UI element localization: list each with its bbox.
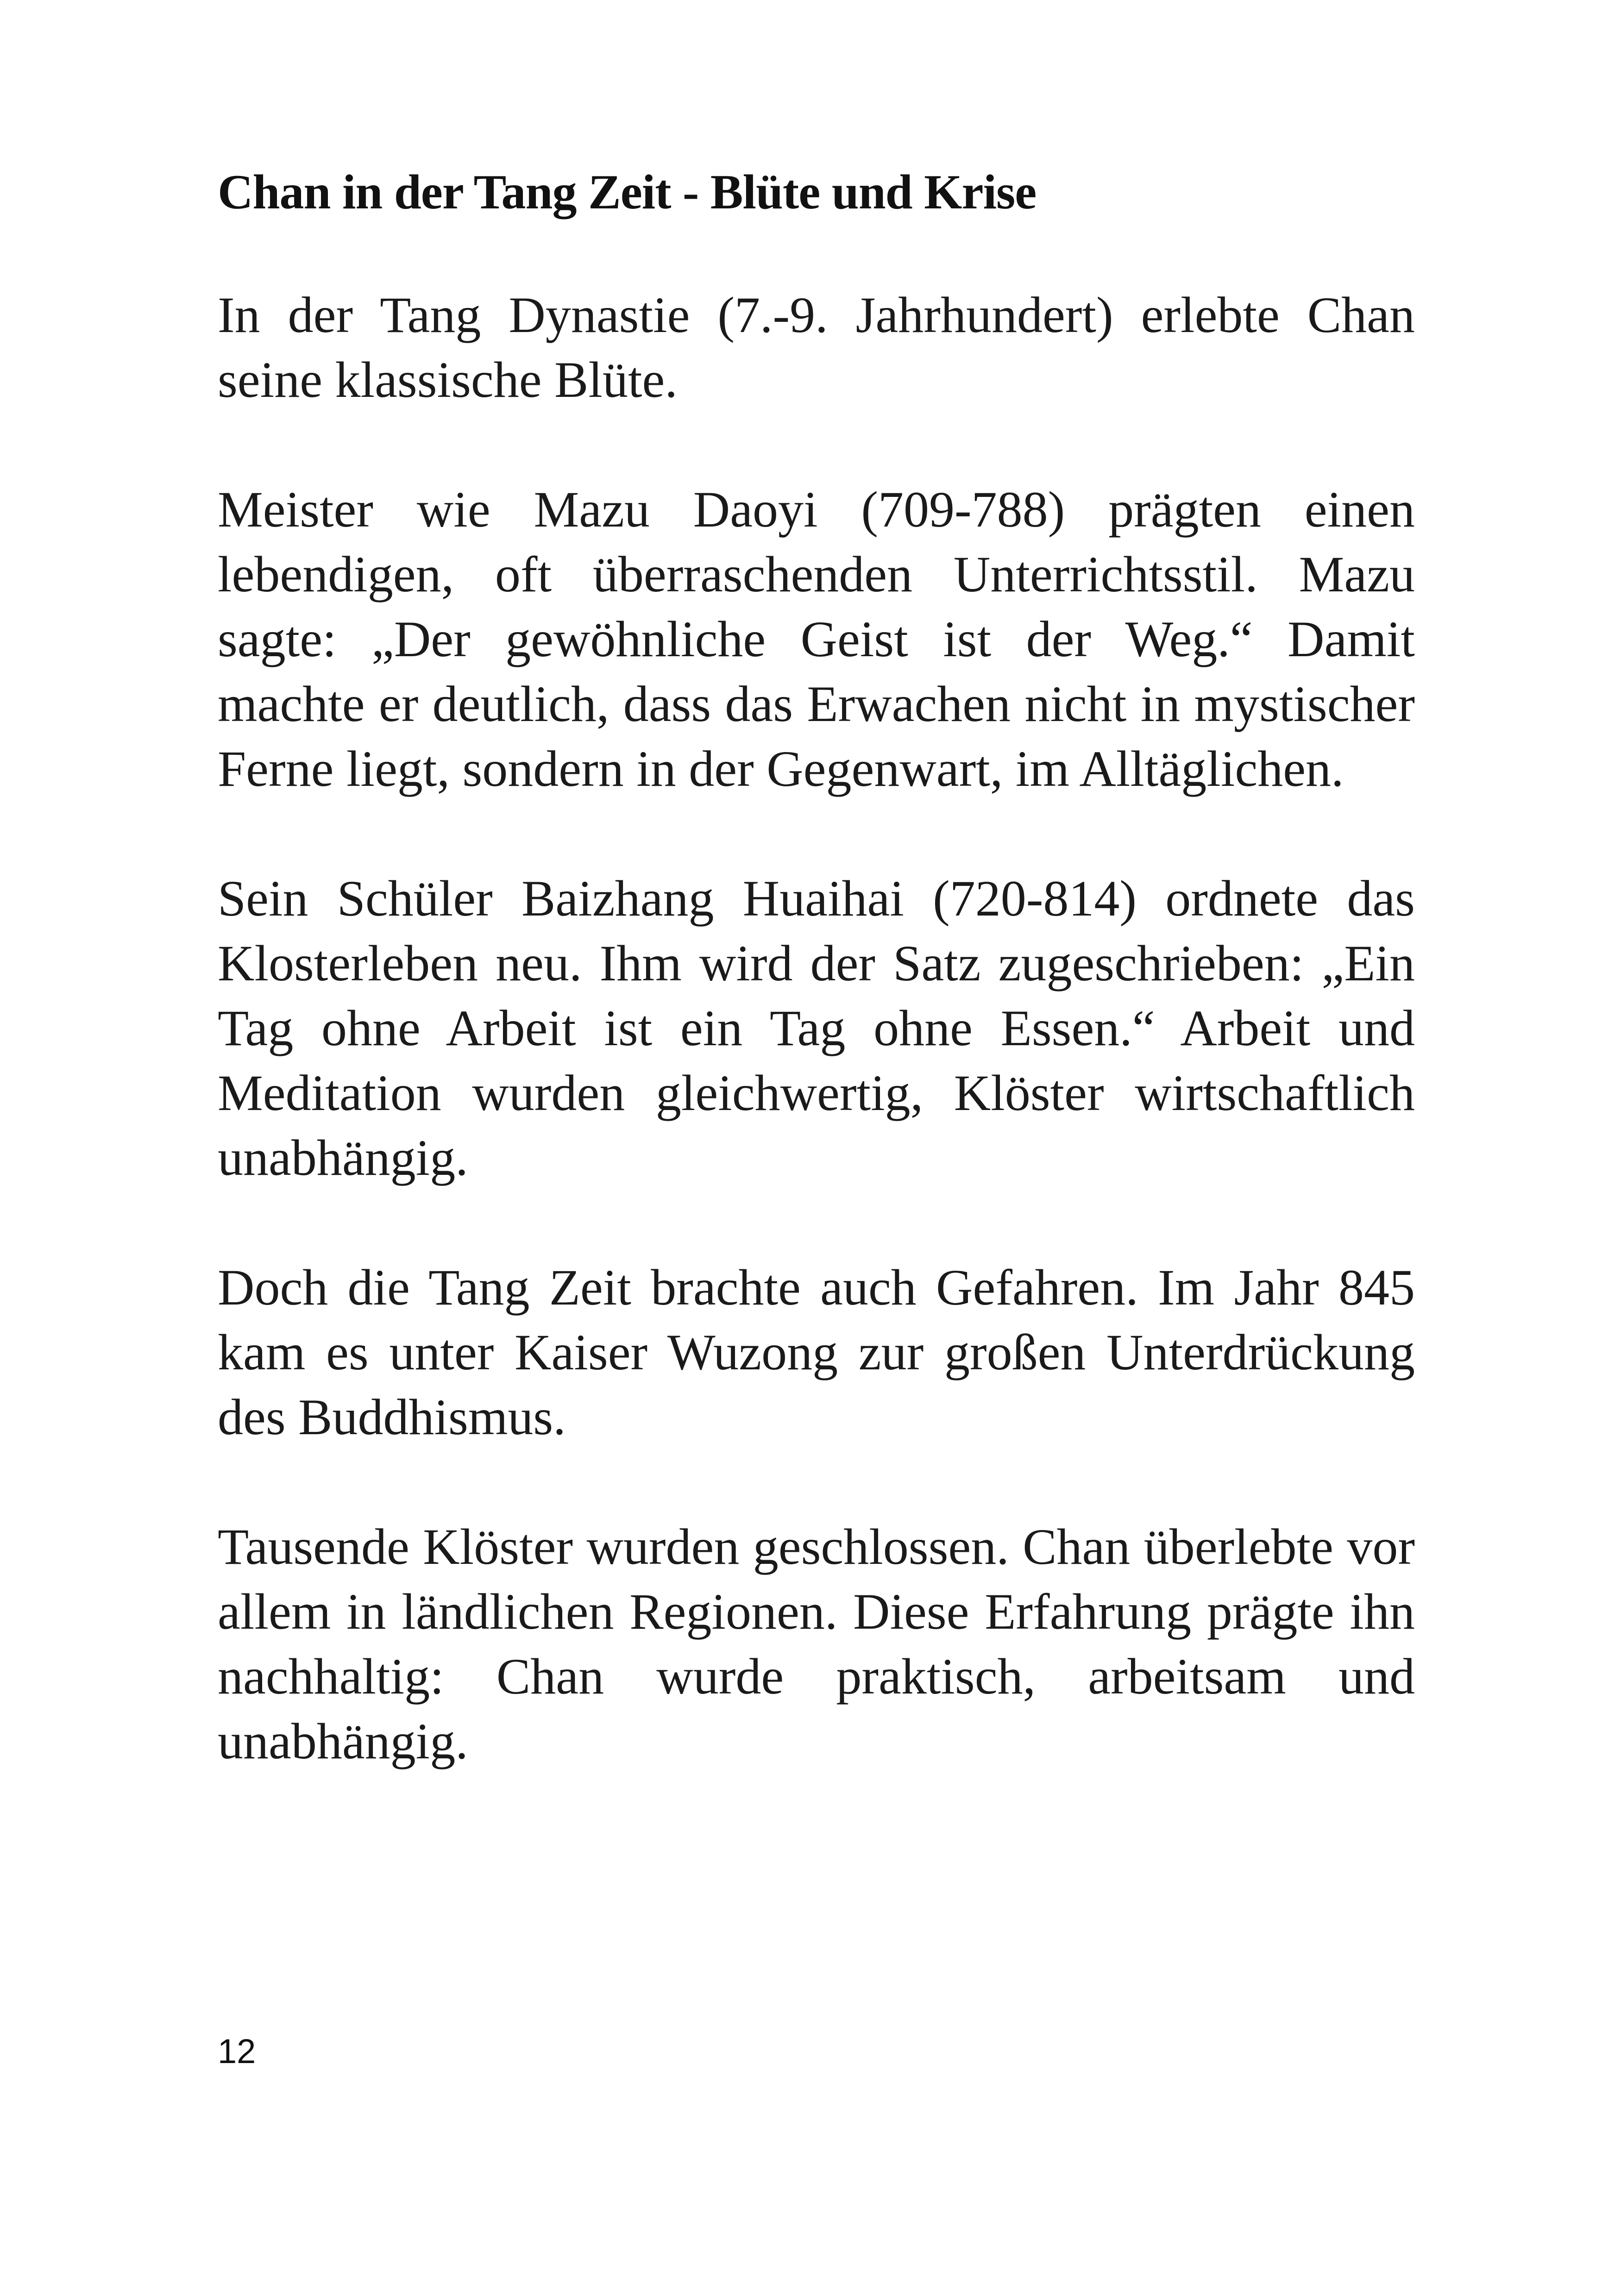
paragraph-suppression: Doch die Tang Zeit brachte auch Gefahren. Im Jahr 845 kam es unter Kaiser Wuzong zur großen Unterdrückung des Buddhismus. xyxy=(218,1259,1415,1445)
page-content xyxy=(218,162,1415,1774)
page-number: 12 xyxy=(218,2032,256,2070)
chapter-heading: Chan in der Tang Zeit - Blüte und Krise xyxy=(218,165,1037,219)
paragraph-survival: Tausende Klöster wurden geschlossen. Chan überlebte vor allem in ländlichen Regionen. Diese Erfahrung prägte ihn nachhaltig: Chan wurde praktisch, arbeitsam und unabhängig. xyxy=(218,1518,1415,1769)
paragraph-tang-dynasty: In der Tang Dynastie (7.-9. Jahrhundert) erlebte Chan seine klassische Blüte. xyxy=(218,287,1415,408)
paragraph-mazu-daoyi: Meister wie Mazu Daoyi (709-788) prägten einen lebendigen, oft überraschenden Unterrichtsstil. Mazu sagte: „Der gewöhnliche Geist ist der Weg.“ Damit machte er deutlich, dass das Erwachen nicht in mystischer Ferne liegt, sondern in der Gegenwart, im Alltäglichen. xyxy=(218,481,1415,797)
paragraph-baizhang-huaihai: Sein Schüler Baizhang Huaihai (720-814) ordnete das Klosterleben neu. Ihm wird der Satz zugeschrieben: „Ein Tag ohne Arbeit ist ein Tag ohne Essen.“ Arbeit und Meditation wurden gleichwertig, Klöster wirtschaftlich unabhängig. xyxy=(218,870,1415,1186)
